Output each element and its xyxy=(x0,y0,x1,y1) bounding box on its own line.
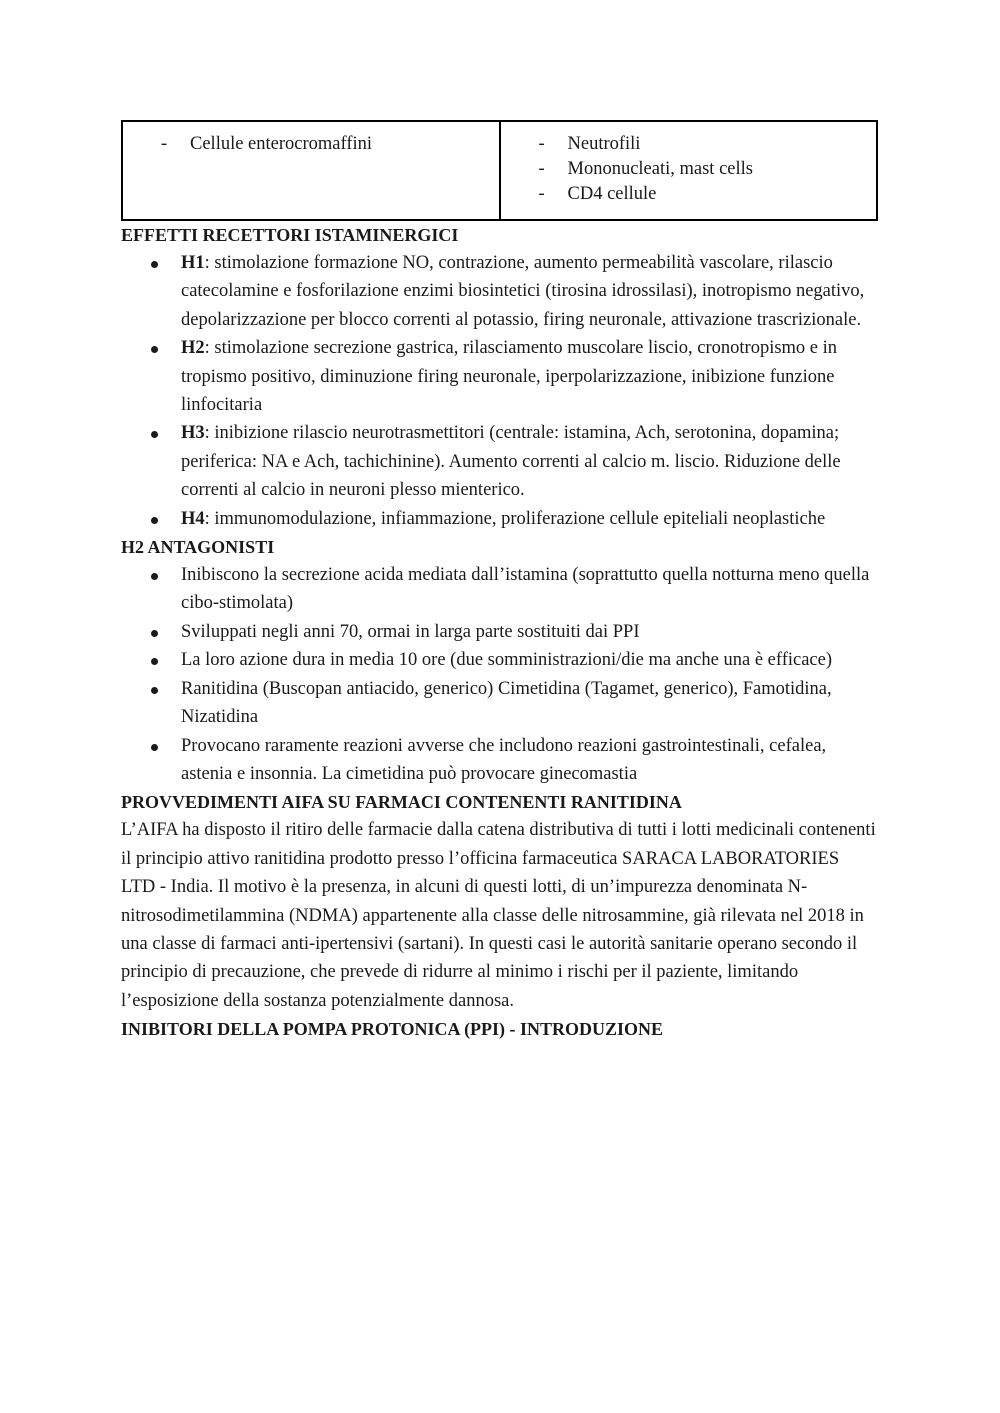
list-item-text: La loro azione dura in media 10 ore (due somministrazioni/die ma anche una è efficace) xyxy=(181,650,832,671)
bullet-icon xyxy=(151,261,158,268)
table-cell-right xyxy=(500,121,878,220)
list-item xyxy=(121,675,878,732)
bullet-icon xyxy=(151,573,158,580)
receptor-key: H2 xyxy=(181,338,205,359)
list-item xyxy=(121,334,878,419)
receptor-effects-list xyxy=(121,249,878,533)
bullet-icon xyxy=(151,346,158,353)
aifa-paragraph: L’AIFA ha disposto il ritiro delle farmacie dalla catena distributiva di tutti i lotti medicinali contenenti il principio attivo ranitidina prodotto presso l’officina farmaceutica SARACA LABORATORIES LTD - India. Il motivo è la presenza, in alcuni di questi lotti, di un’impurezza denominata N-nitrosodimetilammina (NDMA) appartenente alla classe delle nitrosammine, già rilevata nel 2018 in una classe di farmaci anti-ipertensivi (sartani). In questi casi le autorità sanitarie operano secondo il principio di precauzione, che prevede di ridurre al minimo i rischi per il paziente, limitando l’esposizione della sostanza potenzialmente dannosa. xyxy=(121,820,876,1011)
list-item-text: Cellule enterocromaffini xyxy=(190,134,373,154)
dash-list-left xyxy=(133,132,489,157)
list-item xyxy=(133,132,489,157)
list-item xyxy=(121,646,878,674)
receptor-key: H4 xyxy=(181,508,205,529)
section-heading-h2-antagonists: H2 ANTAGONISTI xyxy=(121,537,275,558)
section-heading-histamine-receptors: EFFETTI RECETTORI ISTAMINERGICI xyxy=(121,225,459,245)
list-item-text: : stimolazione formazione NO, contrazione, aumento permeabilità vascolare, rilascio catecolamine e fosforilazione enzimi biosintetici (tirosina idrossilasi), inotropismo negativo, depolarizzazione per blocco correnti al potassio, firing neuronale, attivazione trascrizionale. xyxy=(181,253,865,330)
list-item xyxy=(121,732,878,789)
dash-marker: - xyxy=(538,159,545,179)
list-item xyxy=(121,561,878,618)
list-item-text: Provocano raramente reazioni avverse che includono reazioni gastrointestinali, cefalea, astenia e insonnia. La cimetidina può provocare ginecomastia xyxy=(181,735,827,784)
list-item-text: Mononucleati, mast cells xyxy=(567,159,753,179)
dash-marker: - xyxy=(538,134,545,154)
list-item xyxy=(511,157,867,182)
list-item-text: Inibiscono la secrezione acida mediata dall’istamina (soprattutto quella notturna meno quella cibo-stimolata) xyxy=(181,565,870,614)
section-heading-aifa-ranitidine: PROVVEDIMENTI AIFA SU FARMACI CONTENENTI RANITIDINA xyxy=(121,792,682,813)
list-item-text: : immunomodulazione, infiammazione, proliferazione cellule epiteliali neoplastiche xyxy=(204,508,826,529)
list-item-text: CD4 cellule xyxy=(567,184,657,204)
list-item-text: : stimolazione secrezione gastrica, rilasciamento muscolare liscio, cronotropismo e in tropismo positivo, diminuzione firing neuronale, iperpolarizzazione, inibizione funzione linfocitaria xyxy=(181,338,838,416)
bullet-icon xyxy=(151,517,158,524)
dash-list-right xyxy=(511,132,867,207)
list-item-text: Ranitidina (Buscopan antiacido, generico) Cimetidina (Tagamet, generico), Famotidina, Nizatidina xyxy=(181,678,832,728)
table-cell-left xyxy=(122,121,500,220)
list-item xyxy=(121,419,878,504)
list-item-text: Sviluppati negli anni 70, ormai in larga parte sostituiti dai PPI xyxy=(181,621,640,642)
dash-marker: - xyxy=(538,184,545,204)
cell-types-table xyxy=(121,120,878,221)
list-item-text: : inibizione rilascio neurotrasmettitori (centrale: istamina, Ach, serotonina, dopamina; periferica: NA e Ach, tachichinine). Aumento correnti al calcio m. liscio. Riduzione delle correnti al calcio in neuroni plesso mienterico. xyxy=(181,423,841,501)
receptor-key: H3 xyxy=(181,423,205,444)
receptor-key: H1 xyxy=(181,253,205,273)
list-item xyxy=(121,249,878,334)
section-heading-ppi-introduction: INIBITORI DELLA POMPA PROTONICA (PPI) - INTRODUZIONE xyxy=(121,1019,664,1040)
list-item xyxy=(121,505,878,533)
list-item-text: Neutrofili xyxy=(567,134,641,154)
dash-marker: - xyxy=(161,134,168,154)
bullet-icon xyxy=(151,744,158,751)
list-item xyxy=(121,618,878,646)
bullet-icon xyxy=(151,630,158,637)
h2-antagonists-list xyxy=(121,561,878,788)
list-item xyxy=(511,132,867,157)
bullet-icon xyxy=(151,658,158,665)
list-item xyxy=(511,182,867,207)
document-page xyxy=(121,120,878,1043)
bullet-icon xyxy=(151,431,158,438)
bullet-icon xyxy=(151,687,158,694)
